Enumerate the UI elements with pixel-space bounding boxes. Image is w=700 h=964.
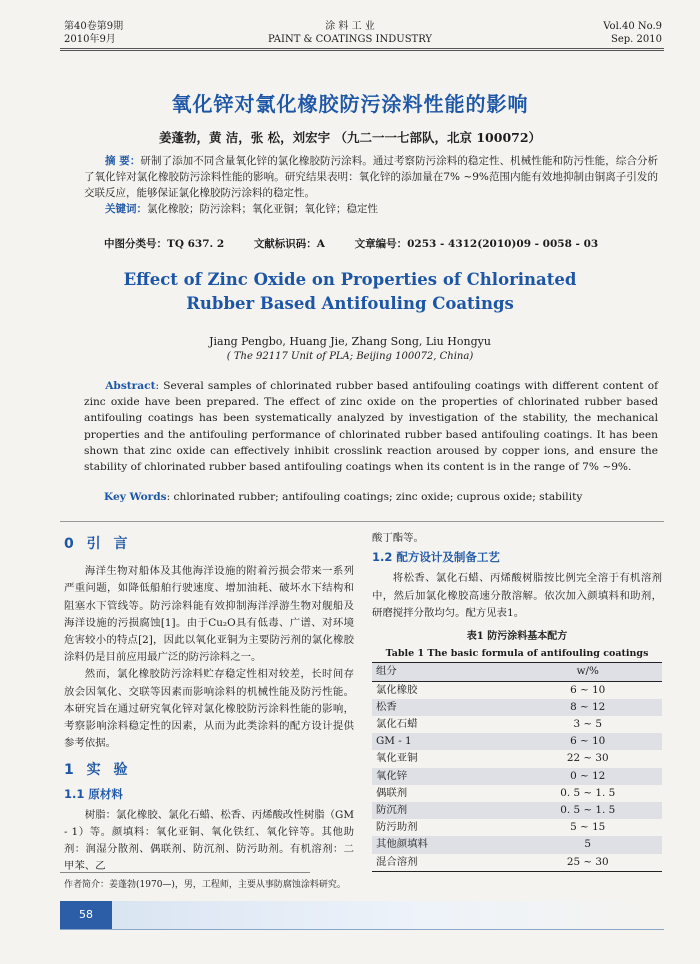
affiliation-en: ( The 92117 Unit of PLA; Beijing 100072, China) [226,351,474,362]
row-name: 防污助剂 [376,821,418,834]
keywords-zh-text: 氯化橡胶；防污涂料；氧化亚铜；氧化锌；稳定性 [147,203,378,215]
section-0-para-1: 海洋生物对船体及其他海洋设施的附着污损会带来一系列严重问题，如降低船舶行驶速度、增加油耗、破坏水下结构和阻塞水下管线等。防污涂料能有效抑制海洋浮游生物对舰船及海洋设施的污损腐蚀[1]。由于Cu₂O具有低毒、广谱、对环境危害较小的特点[2]，因此以氧化亚铜为主要防污剂的氯化橡胶涂料仍是目前应用最广泛的防污涂料之一。 [64,565,354,664]
section-1-heading: 1 实 验 [64,762,132,779]
table-header-component: 组分 [372,663,513,681]
table-row [372,802,662,819]
left-column [64,536,354,876]
title-zh: 氧化锌对氯化橡胶防污涂料性能的影响 [171,92,529,116]
table-row [372,854,662,872]
journal-name-zh: 涂 料 工 业 [325,21,375,32]
section-1-2-para: 将松香、氯化石蜡、丙烯酸树脂按比例完全溶于有机溶剂中，然后加氯化橡胶高速分散溶解。依次加入颜填料和助剂，研磨搅拌分散均匀。配方见表1。 [372,572,662,619]
table-1 [372,662,662,871]
row-name: 防沉剂 [376,804,408,817]
abstract-zh-text: 研制了添加不同含量氧化锌的氯化橡胶防污涂料。通过考察防污涂料的稳定性、机械性能和防污性能，综合分析了氧化锌对氯化橡胶防污涂料性能的影响。研究结果表明：氧化锌的添加量在7% ~9%范围内能有效地抑制由铜离子引发的交联反应，能够保证氯化橡胶防污涂料的稳定性。 [84,155,659,199]
title-en [0,268,700,316]
abstract-en-text: : Several samples of chlorinated rubber based antifouling coatings with different content of zinc oxide have been prepared. The effect of zinc oxide on the properties of chlorinated rubber based antifouling coatings has been systematically analyzed by investigation of the stability, the mechanical properties and the antifouling performance of chlorinated rubber based antifouling coatings. It has been shown that zinc oxide can effectively inhibit crosslink reaction aroused by copper ions, and ensure the stability of chlorinated rubber based antifouling coatings when its content is in the range of 7% ~9%. [84,380,658,474]
journal-name-en: PAINT & COATINGS INDUSTRY [267,34,433,45]
authors-zh: 姜蓬勃，黄 洁，张 松，刘宏宇 （九二一一七部队，北京 100072） [158,130,542,145]
row-value: 6 ~ 10 [570,735,606,748]
page-number: 58 [60,901,112,929]
clc-number: 中图分类号：TQ 637. 2 [104,238,225,250]
row-name: 偶联剂 [376,786,408,799]
footnote-rule [60,872,310,873]
row-value: 22 ~ 30 [566,752,609,765]
section-0-para-2: 然而，氯化橡胶防污涂料贮存稳定性相对较差，长时间存放会因氧化、交联等因素而影响涂料的机械性能及防污性能。本研究旨在通过研究氧化锌对氯化橡胶防污涂料性能的影响，考察影响涂料稳定性的因素，从而为此类涂料的配方设计提供参考依据。 [64,668,354,750]
row-value: 3 ~ 5 [573,718,602,731]
row-name: 其他颜填料 [376,838,428,851]
abstract-en [84,378,658,475]
header-right [603,20,662,46]
row-name: 混合溶剂 [372,854,513,872]
abstract-zh [84,153,658,217]
table-row [372,699,662,716]
keywords-en [104,491,664,503]
keywords-en-label: Key Words [104,491,167,503]
article-meta [104,236,624,251]
table-1-caption-en: Table 1 The basic formula of antifouling coatings [385,648,649,660]
page-footer-bar [60,901,664,930]
table-row [372,836,662,853]
section-1-1-para: 树脂：氯化橡胶、氯化石蜡、松香、丙烯酸改性树脂（GM - 1）等。颜填料：氧化亚铜、氧化铁红、氧化锌等。其他助剂：润湿分散剂、偶联剂、防沉剂、防污助剂。有机溶剂：二甲苯、乙 [64,808,354,873]
row-name: GM - 1 [376,735,412,748]
row-value: 5 ~ 15 [570,821,606,834]
row-value: 0. 5 ~ 1. 5 [560,786,616,799]
date-en: Sep. 2010 [611,34,662,45]
row-value: 0 ~ 12 [570,769,606,782]
row-name: 氧化锌 [376,769,408,782]
article-number: 文章编号：0253 - 4312(2010)09 - 0058 - 03 [354,238,599,250]
table-header-mass-fraction: w/% [513,663,662,681]
row-name: 松香 [376,700,397,713]
author-footnote: 作者简介：姜蓬勃(1970—)，男，工程师，主要从事防腐蚀涂料研究。 [64,880,346,890]
table-row [372,768,662,785]
row-name: 氯化石蜡 [376,718,418,731]
abstract-separator [60,521,664,522]
title-en-line2: Rubber Based Antifouling Coatings [186,294,514,313]
row-value: 8 ~ 12 [570,700,606,713]
table-row [372,785,662,802]
section-1-2-heading: 1.2 配方设计及制备工艺 [372,550,500,565]
row-name: 氧化亚铜 [376,752,418,765]
table-row [372,750,662,767]
table-row [372,819,662,836]
right-column [372,530,662,872]
date-zh: 2010年9月 [64,34,116,45]
volume-en: Vol.40 No.9 [603,21,662,32]
keywords-zh-label: 关键词： [105,203,147,215]
authors-en: Jiang Pengbo, Huang Jie, Zhang Song, Liu Hongyu [209,335,491,348]
keywords-en-text: : chlorinated rubber; antifouling coatings; zinc oxide; cuprous oxide; stability [166,491,583,503]
row-value: 5 [584,838,592,851]
row-name: 氯化橡胶 [376,683,418,696]
row-value: 25 ~ 30 [513,854,662,872]
title-en-line1: Effect of Zinc Oxide on Properties of Chlorinated [123,270,577,289]
table-header-row [372,663,662,681]
volume-zh: 第40卷第9期 [64,21,124,32]
table-row [372,716,662,733]
table-row [372,733,662,750]
abstract-en-label: Abstract [105,380,156,392]
table-row [372,681,662,699]
right-col-continuation: 酸丁酯等。 [372,532,424,544]
section-1-1-heading: 1.1 原材料 [64,786,123,801]
header-center [0,20,700,46]
doc-code: 文献标识码：A [253,238,325,250]
section-0-heading: 0 引 言 [64,536,132,552]
header-rule [60,48,664,51]
row-value: 0. 5 ~ 1. 5 [560,804,616,817]
abstract-zh-label: 摘 要： [105,155,141,167]
table-1-caption-zh: 表1 防污涂料基本配方 [466,631,568,643]
row-value: 6 ~ 10 [570,683,606,696]
